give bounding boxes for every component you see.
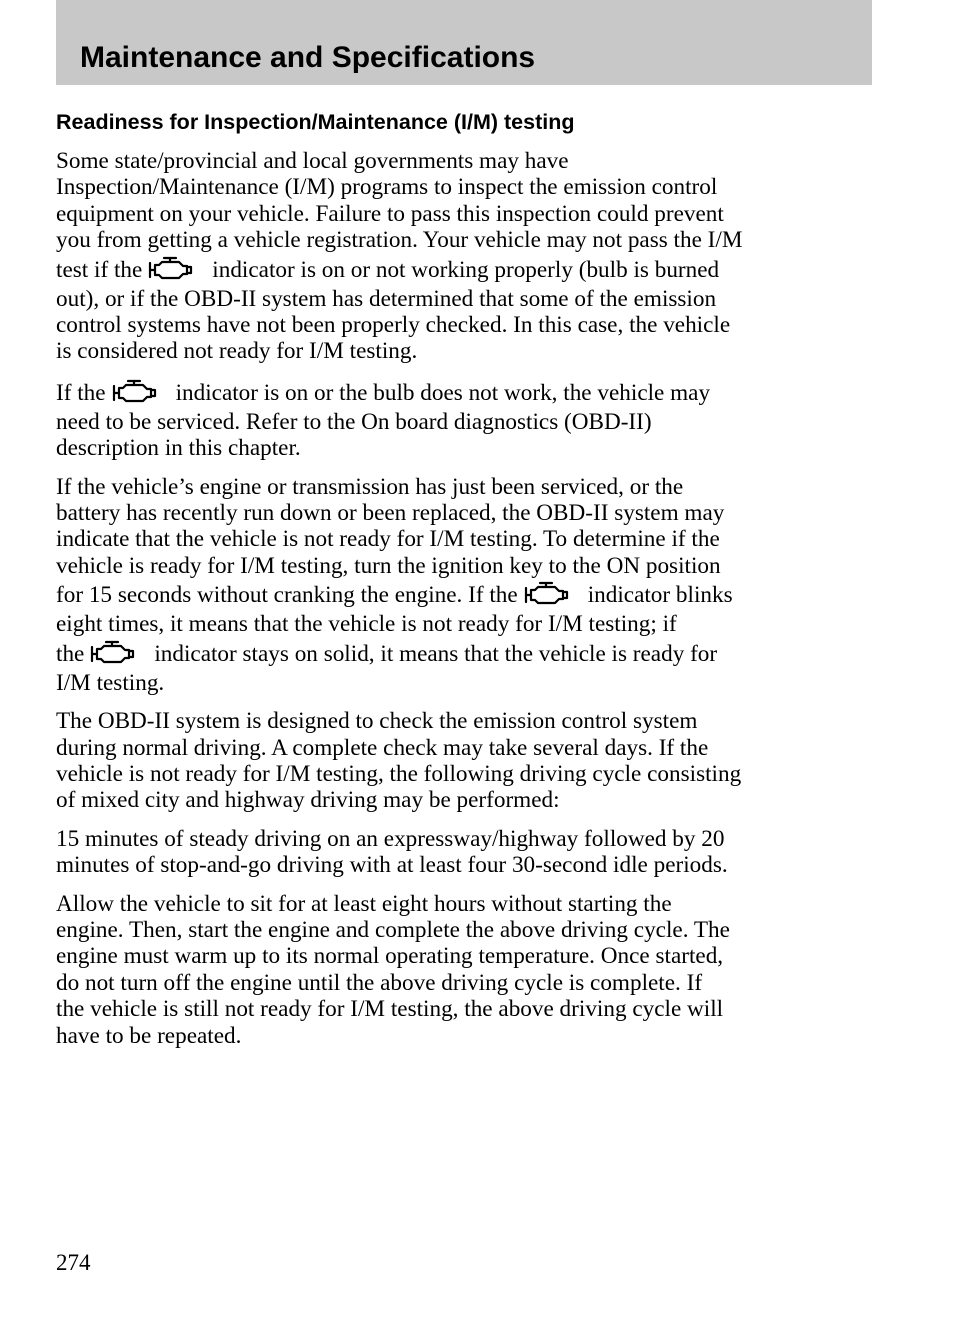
text-line: Allow the vehicle to sit for at least eight hours without starting the — [56, 890, 672, 917]
text-line: do not turn off the engine until the above driving cycle is complete. If — [56, 969, 703, 996]
page-content — [56, 108, 872, 1061]
text-line: vehicle is not ready for I/M testing, the following driving cycle consisting — [56, 760, 742, 787]
text-line: indicate that the vehicle is not ready for I/M testing. To determine if the — [56, 526, 720, 553]
text-line: of mixed city and highway driving may be performed: — [56, 787, 560, 814]
text-line — [56, 579, 872, 611]
text-line: engine. Then, start the engine and complete the above driving cycle. The — [56, 916, 730, 943]
text-line: minutes of stop-and-go driving with at least four 30-second idle periods. — [56, 852, 728, 879]
text-line: Some state/provincial and local governments may have — [56, 148, 569, 174]
check-engine-icon — [112, 379, 158, 407]
text-line: equipment on your vehicle. Failure to pass this inspection could prevent — [56, 200, 724, 227]
text-line: need to be serviced. Refer to the On board diagnostics (OBD-II) — [56, 408, 652, 435]
check-engine-icon — [524, 581, 570, 609]
text-line: vehicle is ready for I/M testing, turn the ignition key to the ON position — [56, 552, 721, 579]
page-title: Maintenance and Specifications — [80, 41, 536, 74]
paragraph-readiness-check — [56, 474, 872, 696]
text-line: control systems have not been properly checked. In this case, the vehicle — [56, 312, 731, 339]
text-segment: indicator blinks — [587, 582, 733, 609]
header-band — [56, 0, 872, 85]
text-segment: for 15 seconds without cranking the engine. If the — [56, 582, 518, 609]
text-segment: indicator is on or the bulb does not work, the vehicle may — [175, 379, 711, 406]
text-segment: test if the — [56, 256, 143, 283]
text-segment: indicator is on or not working properly (bulb is burned — [212, 256, 720, 283]
paragraph-im-programs — [56, 148, 872, 365]
text-line — [56, 638, 872, 670]
text-line — [56, 254, 872, 286]
text-line: during normal driving. A complete check may take several days. If the — [56, 734, 709, 761]
text-line: have to be repeated. — [56, 1022, 242, 1049]
page-number: 274 — [56, 1250, 91, 1275]
text-line: out), or if the OBD-II system has determined that some of the emission — [56, 285, 717, 312]
paragraph-indicator-on — [56, 377, 872, 462]
text-line: is considered not ready for I/M testing. — [56, 338, 418, 365]
text-segment: indicator stays on solid, it means that the vehicle is ready for — [154, 640, 718, 667]
text-line: you from getting a vehicle registration. Your vehicle may not pass the I/M — [56, 227, 743, 254]
text-line: I/M testing. — [56, 669, 165, 696]
paragraph-repeat-cycle — [56, 891, 872, 1049]
paragraph-obd-system — [56, 708, 872, 814]
text-line: eight times, it means that the vehicle is not ready for I/M testing; if — [56, 611, 677, 638]
text-line: battery has recently run down or been replaced, the OBD-II system may — [56, 500, 725, 527]
text-line: 15 minutes of steady driving on an expressway/highway followed by 20 — [56, 825, 725, 852]
text-segment: the — [56, 640, 85, 667]
text-line — [56, 377, 872, 409]
text-line: If the vehicle’s engine or transmission has just been serviced, or the — [56, 473, 684, 500]
text-segment: If the — [56, 379, 106, 406]
check-engine-icon — [148, 256, 194, 284]
check-engine-icon — [90, 640, 136, 668]
paragraph-driving-cycle — [56, 826, 872, 879]
text-line: The OBD-II system is designed to check the emission control system — [56, 708, 698, 735]
section-heading: Readiness for Inspection/Maintenance (I/M) testing — [56, 110, 575, 134]
text-line: description in this chapter. — [56, 435, 301, 462]
text-line: engine must warm up to its normal operating temperature. Once started, — [56, 943, 724, 970]
text-line: Inspection/Maintenance (I/M) programs to inspect the emission control — [56, 174, 718, 201]
text-line: the vehicle is still not ready for I/M testing, the above driving cycle will — [56, 996, 724, 1023]
